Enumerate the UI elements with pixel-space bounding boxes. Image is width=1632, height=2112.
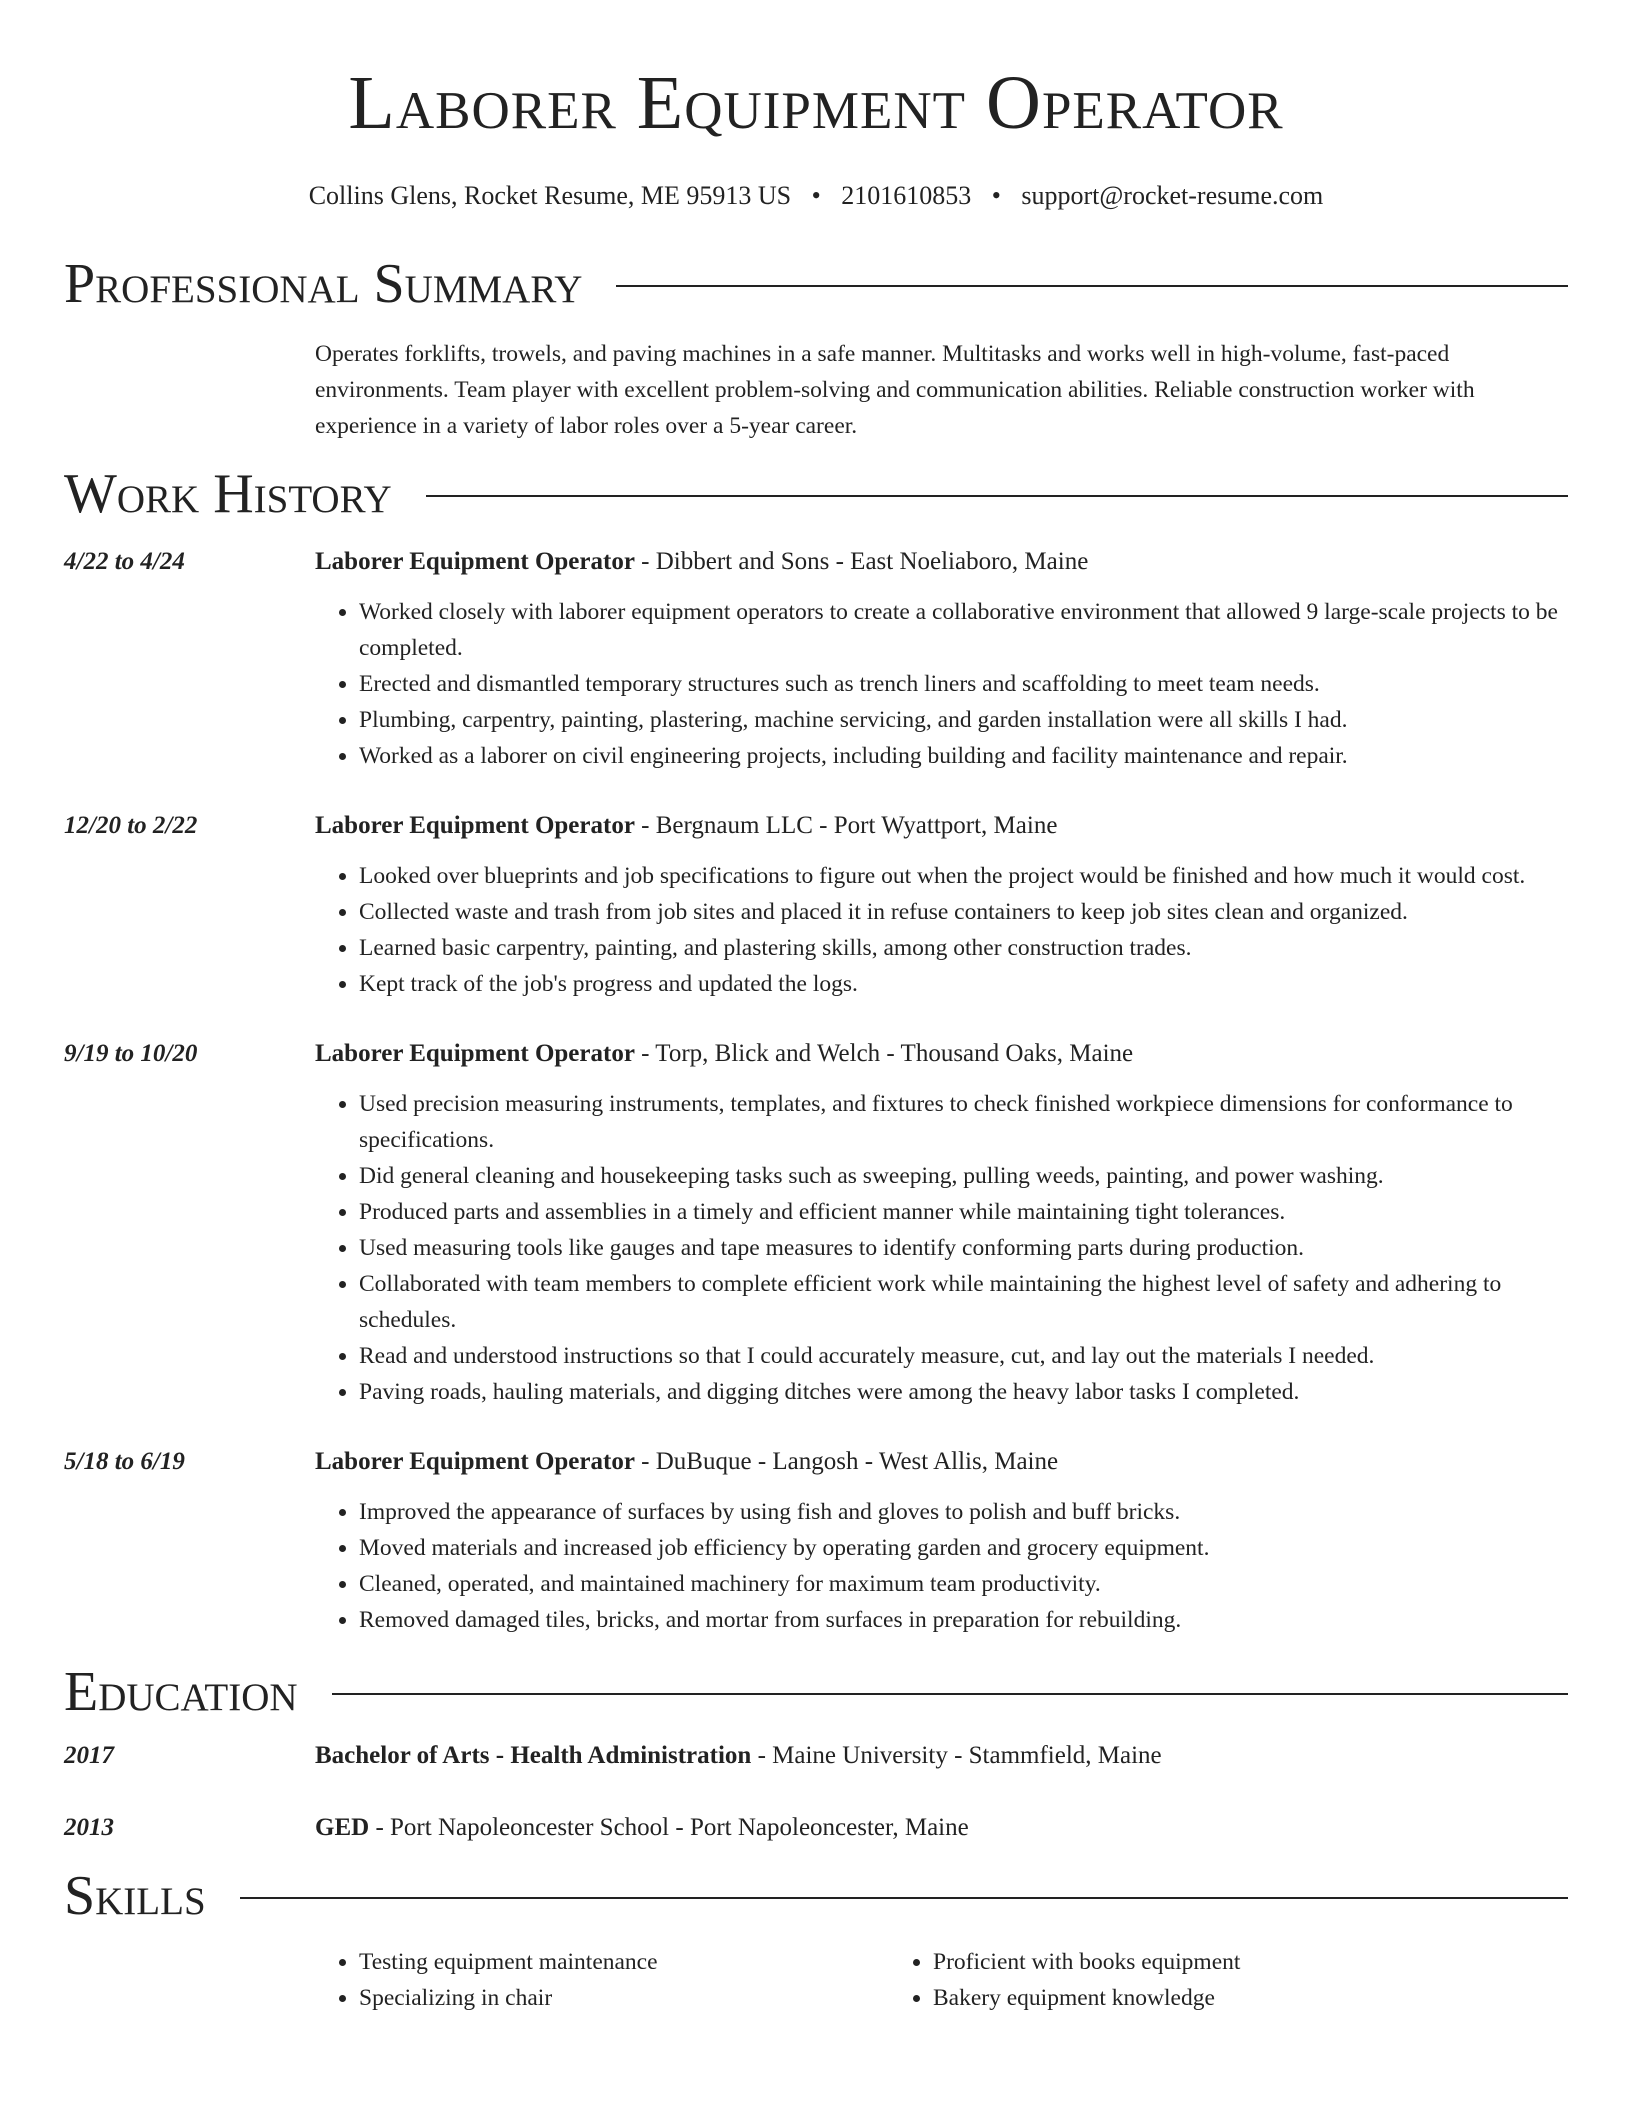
list-item: • Erected and dismantled temporary structures such as trench liners and scaffolding to meet team needs. [359,666,1568,702]
job-details: - DuBuque - Langosh - West Allis, Maine [634,1448,1059,1475]
job-bullets [315,1494,1568,1638]
list-item: • Cleaned, operated, and maintained machinery for maximum team productivity. [359,1566,1568,1602]
list-item: • Removed damaged tiles, bricks, and mortar from surfaces in preparation for rebuilding. [359,1602,1568,1638]
education-line [315,1738,1568,1774]
skills-column-left [315,1944,889,2016]
skill-item: • Testing equipment maintenance [359,1944,889,1980]
section-divider [616,285,1568,287]
section-divider [332,1693,1568,1695]
job-role: Laborer Equipment Operator [315,812,635,839]
skills-list [315,1944,1568,2016]
contact-email: support@rocket-resume.com [1021,181,1324,210]
list-item: • Kept track of the job's progress and updated the logs. [359,966,1568,1002]
job-bullets [315,858,1568,1002]
education-year: 2013 [64,1814,114,1841]
job-role: Laborer Equipment Operator [315,1040,635,1067]
job-dates: 5/18 to 6/19 [64,1448,185,1475]
job-details: - Dibbert and Sons - East Noeliaboro, Maine [634,548,1089,575]
section-header-education [64,1662,1568,1722]
section-divider [240,1897,1568,1899]
education-degree: GED [315,1814,370,1841]
job-title-line [315,808,1568,844]
skill-item: • Bakery equipment knowledge [933,1980,1463,2016]
list-item: • Used measuring tools like gauges and tape measures to identify conforming parts during production. [359,1230,1568,1266]
job-bullets [315,594,1568,774]
section-divider [426,495,1568,497]
job-role: Laborer Equipment Operator [315,548,635,575]
contact-line [64,180,1568,212]
resume-name: Laborer Equipment Operator [348,61,1284,145]
list-item: • Plumbing, carpentry, painting, plastering, machine servicing, and garden installation were all skills I had. [359,702,1568,738]
education-line [315,1810,1568,1846]
summary-text: Operates forklifts, trowels, and paving machines in a safe manner. Multitasks and works well in high-volume, fast-paced environments. Team player with excellent problem-solving and communication abilities. Reliable construction worker with experience in a variety of labor roles over a 5-year career. [315,341,1475,439]
section-header-summary [64,254,1568,314]
job-entry [64,544,1568,774]
contact-separator: • [991,181,1001,210]
job-dates: 12/20 to 2/22 [64,812,198,839]
list-item: • Paving roads, hauling materials, and digging ditches were among the heavy labor tasks I completed. [359,1374,1568,1410]
job-details: - Bergnaum LLC - Port Wyattport, Maine [634,812,1058,839]
skills-column-right [889,1944,1463,2016]
education-year: 2017 [64,1742,114,1769]
list-item: • Collected waste and trash from job sites and placed it in refuse containers to keep job sites clean and organized. [359,894,1568,930]
list-item: • Did general cleaning and housekeeping tasks such as sweeping, pulling weeds, painting, and power washing. [359,1158,1568,1194]
job-entry [64,808,1568,1002]
job-entry [64,1036,1568,1410]
section-title: Professional Summary [64,253,583,315]
education-details: - Maine University - Stammfield, Maine [751,1742,1162,1769]
list-item: • Moved materials and increased job efficiency by operating garden and grocery equipment. [359,1530,1568,1566]
section-title: Skills [64,1865,206,1927]
list-item: • Produced parts and assemblies in a timely and efficient manner while maintaining tight tolerances. [359,1194,1568,1230]
list-item: • Worked as a laborer on civil engineering projects, including building and facility maintenance and repair. [359,738,1568,774]
education-entry [64,1810,1568,1846]
job-role: Laborer Equipment Operator [315,1448,635,1475]
list-item: • Looked over blueprints and job specifications to figure out when the project would be finished and how much it would cost. [359,858,1568,894]
section-title: Education [64,1661,298,1723]
job-dates: 9/19 to 10/20 [64,1040,198,1067]
list-item: • Read and understood instructions so that I could accurately measure, cut, and lay out the materials I needed. [359,1338,1568,1374]
education-details: - Port Napoleoncester School - Port Napoleoncester, Maine [369,1814,969,1841]
contact-address: Collins Glens, Rocket Resume, ME 95913 US [308,181,792,210]
job-dates: 4/22 to 4/24 [64,548,185,575]
list-item: • Improved the appearance of surfaces by using fish and gloves to polish and buff bricks. [359,1494,1568,1530]
list-item: • Used precision measuring instruments, templates, and fixtures to check finished workpiece dimensions for conformance to specifications. [359,1086,1568,1158]
list-item: • Learned basic carpentry, painting, and plastering skills, among other construction trades. [359,930,1568,966]
job-entry [64,1444,1568,1638]
job-title-line [315,1444,1568,1480]
education-entry [64,1738,1568,1774]
list-item: • Collaborated with team members to complete efficient work while maintaining the highest level of safety and adhering to schedules. [359,1266,1568,1338]
job-bullets [315,1086,1568,1410]
education-degree: Bachelor of Arts - Health Administration [315,1742,752,1769]
section-header-work [64,464,1568,524]
skill-item: • Proficient with books equipment [933,1944,1463,1980]
job-title-line [315,544,1568,580]
section-title: Work History [64,463,392,525]
job-details: - Torp, Blick and Welch - Thousand Oaks, Maine [634,1040,1134,1067]
contact-phone: 2101610853 [841,181,972,210]
list-item: • Worked closely with laborer equipment operators to create a collaborative environment that allowed 9 large-scale projects to be completed. [359,594,1568,666]
job-title-line [315,1036,1568,1072]
skill-item: • Specializing in chair [359,1980,889,2016]
contact-separator: • [811,181,821,210]
section-header-skills [64,1866,1568,1926]
